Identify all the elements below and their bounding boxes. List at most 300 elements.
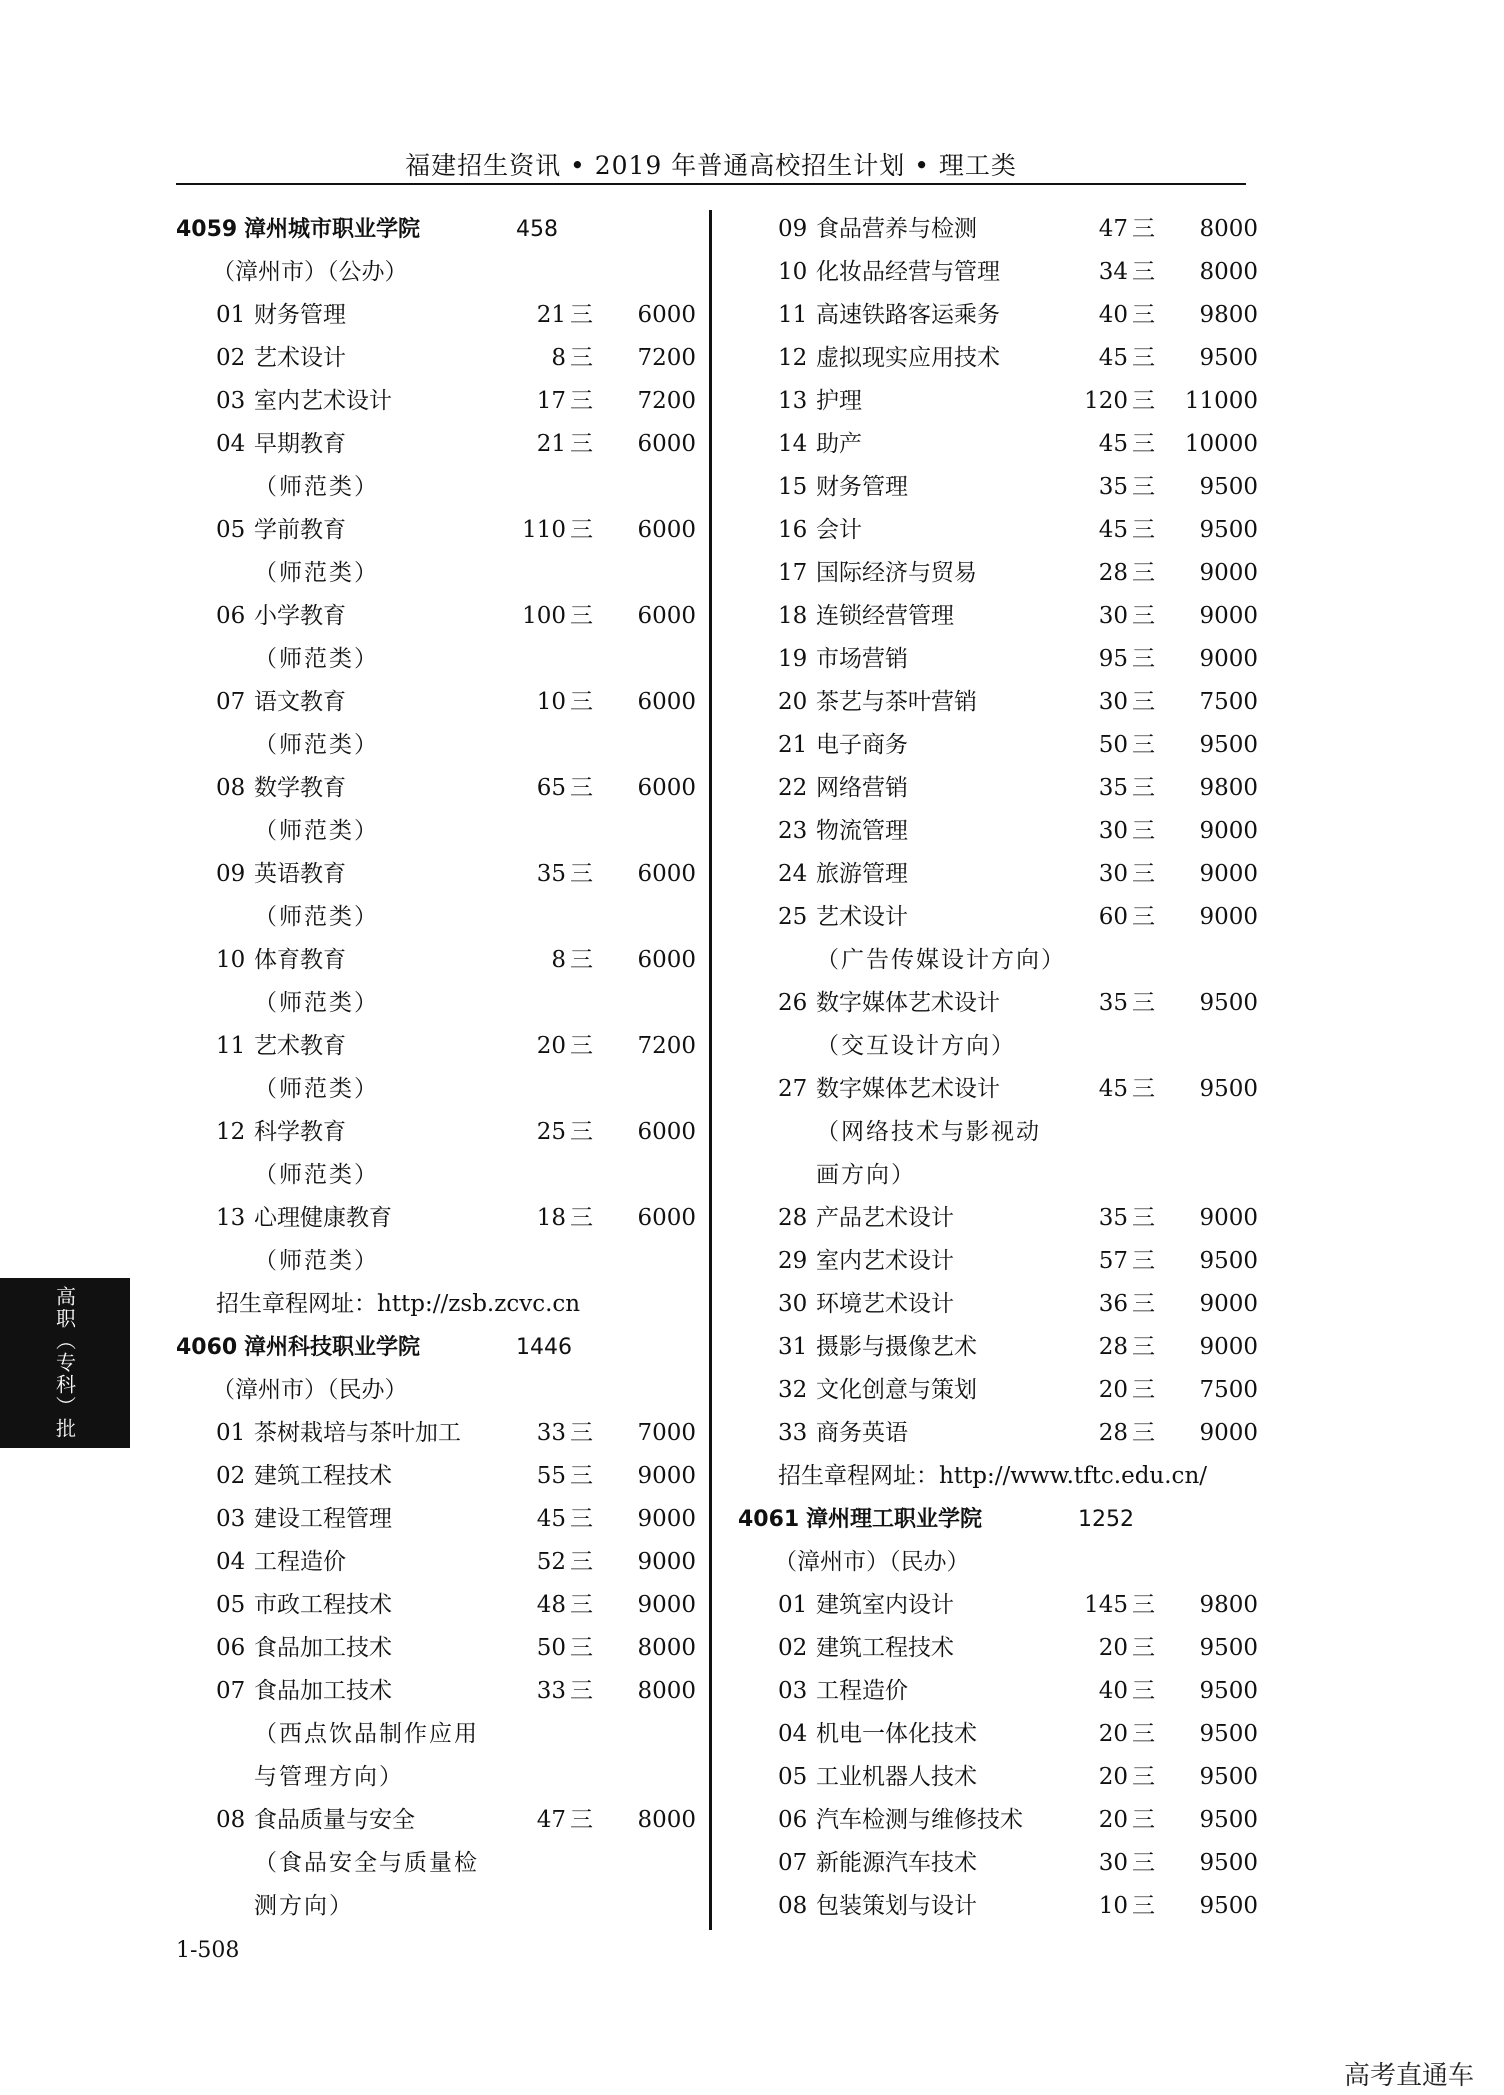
major-plan-count: 20 xyxy=(1098,1764,1128,1790)
school-location-note: （漳州市）（民办） xyxy=(212,1377,408,1403)
major-number: 07 xyxy=(216,689,246,715)
major-tuition: 9800 xyxy=(1199,775,1258,801)
major-name: 新能源汽车技术 xyxy=(816,1850,977,1876)
major-number: 08 xyxy=(216,775,246,801)
major-row xyxy=(738,1283,1258,1326)
major-tuition: 9000 xyxy=(637,1549,696,1575)
major-name: 数字媒体艺术设计 xyxy=(816,1076,1000,1102)
major-plan-count: 65 xyxy=(536,775,566,801)
major-name: 市政工程技术 xyxy=(254,1592,392,1618)
major-duration: 三 xyxy=(1132,603,1155,629)
major-subnote: （师范类） xyxy=(254,646,379,672)
major-tuition: 7500 xyxy=(1199,1377,1258,1403)
side-tab-label: 高职（专科）批 xyxy=(52,1286,77,1440)
major-tuition: 9500 xyxy=(1199,1635,1258,1661)
major-number: 20 xyxy=(778,689,808,715)
major-subnote: （师范类） xyxy=(254,818,379,844)
major-row xyxy=(176,1541,696,1584)
major-number: 09 xyxy=(216,861,246,887)
major-row xyxy=(176,939,696,982)
major-name: 茶树栽培与茶叶加工 xyxy=(254,1420,461,1446)
major-duration: 三 xyxy=(1132,216,1155,242)
major-name: 汽车检测与维修技术 xyxy=(816,1807,1023,1833)
major-row xyxy=(176,1455,696,1498)
major-duration: 三 xyxy=(570,861,593,887)
major-plan-count: 10 xyxy=(536,689,566,715)
major-tuition: 9000 xyxy=(1199,646,1258,672)
major-tuition: 6000 xyxy=(637,603,696,629)
major-row xyxy=(738,681,1258,724)
major-row xyxy=(738,466,1258,509)
school-name: 漳州理工职业学院 xyxy=(806,1507,983,1532)
major-plan-count: 30 xyxy=(1098,818,1128,844)
major-plan-count: 45 xyxy=(1098,1076,1128,1102)
major-plan-count: 45 xyxy=(1098,345,1128,371)
major-number: 24 xyxy=(778,861,808,887)
major-duration: 三 xyxy=(1132,990,1155,1016)
major-duration: 三 xyxy=(1132,1076,1155,1102)
major-duration: 三 xyxy=(570,1506,593,1532)
major-plan-count: 18 xyxy=(536,1205,566,1231)
major-tuition: 9500 xyxy=(1199,732,1258,758)
major-name: 高速铁路客运乘务 xyxy=(816,302,1000,328)
major-name: 产品艺术设计 xyxy=(816,1205,954,1231)
major-duration: 三 xyxy=(1132,818,1155,844)
major-name: 室内艺术设计 xyxy=(254,388,392,414)
major-subnote: （师范类） xyxy=(254,1076,379,1102)
school-heading xyxy=(738,1498,1258,1541)
major-number: 07 xyxy=(778,1850,808,1876)
school-name: 漳州科技职业学院 xyxy=(244,1335,421,1360)
major-number: 03 xyxy=(216,388,246,414)
major-subnote: 测方向） xyxy=(254,1893,354,1919)
major-plan-count: 60 xyxy=(1098,904,1128,930)
major-duration: 三 xyxy=(1132,1721,1155,1747)
major-row xyxy=(738,1670,1258,1713)
major-name: 摄影与摄像艺术 xyxy=(816,1334,977,1360)
major-number: 08 xyxy=(216,1807,246,1833)
major-subnote: （师范类） xyxy=(254,990,379,1016)
major-number: 04 xyxy=(216,1549,246,1575)
major-tuition: 7200 xyxy=(637,388,696,414)
school-code: 4060 xyxy=(176,1335,238,1360)
major-duration: 三 xyxy=(570,431,593,457)
major-duration: 三 xyxy=(1132,1334,1155,1360)
major-name: 建设工程管理 xyxy=(254,1506,392,1532)
major-tuition: 11000 xyxy=(1184,388,1258,414)
major-duration: 三 xyxy=(1132,259,1155,285)
school-code: 4061 xyxy=(738,1507,800,1532)
major-row xyxy=(176,1197,696,1240)
major-plan-count: 20 xyxy=(1098,1807,1128,1833)
major-duration: 三 xyxy=(570,689,593,715)
major-tuition: 10000 xyxy=(1184,431,1258,457)
major-row xyxy=(176,595,696,638)
major-number: 09 xyxy=(778,216,808,242)
major-tuition: 9500 xyxy=(1199,1678,1258,1704)
major-number: 23 xyxy=(778,818,808,844)
major-name: 工程造价 xyxy=(816,1678,908,1704)
major-subnote: （师范类） xyxy=(254,1248,379,1274)
major-number: 10 xyxy=(778,259,808,285)
major-plan-count: 30 xyxy=(1098,1850,1128,1876)
major-tuition: 9000 xyxy=(637,1463,696,1489)
major-tuition: 8000 xyxy=(1199,216,1258,242)
major-duration: 三 xyxy=(1132,517,1155,543)
major-name: 体育教育 xyxy=(254,947,346,973)
major-name: 商务英语 xyxy=(816,1420,908,1446)
major-plan-count: 21 xyxy=(536,302,566,328)
admission-website: 招生章程网址：http://zsb.zcvc.cn xyxy=(216,1291,581,1317)
major-tuition: 9800 xyxy=(1199,1592,1258,1618)
major-plan-count: 33 xyxy=(536,1678,566,1704)
school-location-note: （漳州市）（民办） xyxy=(774,1549,970,1575)
major-duration: 三 xyxy=(1132,1291,1155,1317)
major-tuition: 7200 xyxy=(637,1033,696,1059)
major-tuition: 9500 xyxy=(1199,990,1258,1016)
major-name: 文化创意与策划 xyxy=(816,1377,977,1403)
major-tuition: 9500 xyxy=(1199,345,1258,371)
major-number: 12 xyxy=(778,345,808,371)
major-number: 19 xyxy=(778,646,808,672)
major-name: 会计 xyxy=(816,517,862,543)
major-name: 语文教育 xyxy=(254,689,346,715)
major-plan-count: 35 xyxy=(1098,775,1128,801)
major-row xyxy=(176,380,696,423)
major-tuition: 9000 xyxy=(1199,1291,1258,1317)
major-tuition: 6000 xyxy=(637,689,696,715)
major-number: 01 xyxy=(216,302,246,328)
major-duration: 三 xyxy=(1132,388,1155,414)
major-row xyxy=(176,294,696,337)
major-number: 31 xyxy=(778,1334,808,1360)
major-plan-count: 52 xyxy=(536,1549,566,1575)
header-rule xyxy=(176,183,1246,185)
major-number: 06 xyxy=(216,1635,246,1661)
side-tab xyxy=(0,1278,130,1448)
major-row xyxy=(176,1627,696,1670)
school-total-plan: 458 xyxy=(516,217,558,242)
major-name: 建筑工程技术 xyxy=(254,1463,392,1489)
major-duration: 三 xyxy=(570,1420,593,1446)
major-duration: 三 xyxy=(1132,302,1155,328)
major-number: 21 xyxy=(778,732,808,758)
major-subnote: （交互设计方向） xyxy=(816,1033,1016,1059)
major-tuition: 6000 xyxy=(637,1205,696,1231)
major-duration: 三 xyxy=(570,388,593,414)
major-plan-count: 28 xyxy=(1098,1420,1128,1446)
major-plan-count: 35 xyxy=(1098,990,1128,1016)
major-tuition: 9000 xyxy=(1199,1334,1258,1360)
major-duration: 三 xyxy=(1132,1377,1155,1403)
major-row xyxy=(176,1670,696,1713)
major-plan-count: 21 xyxy=(536,431,566,457)
major-name: 食品加工技术 xyxy=(254,1678,392,1704)
major-number: 13 xyxy=(778,388,808,414)
major-number: 32 xyxy=(778,1377,808,1403)
major-number: 02 xyxy=(216,1463,246,1489)
major-subnote: （食品安全与质量检 xyxy=(254,1850,479,1876)
major-plan-count: 120 xyxy=(1084,388,1128,414)
major-number: 14 xyxy=(778,431,808,457)
major-number: 02 xyxy=(778,1635,808,1661)
major-plan-count: 33 xyxy=(536,1420,566,1446)
major-duration: 三 xyxy=(1132,775,1155,801)
major-name: 科学教育 xyxy=(254,1119,346,1145)
major-plan-count: 28 xyxy=(1098,560,1128,586)
major-row xyxy=(176,1498,696,1541)
major-row xyxy=(738,1713,1258,1756)
major-number: 18 xyxy=(778,603,808,629)
major-row xyxy=(176,423,696,466)
major-number: 22 xyxy=(778,775,808,801)
major-plan-count: 28 xyxy=(1098,1334,1128,1360)
major-tuition: 9500 xyxy=(1199,1850,1258,1876)
major-row xyxy=(738,853,1258,896)
major-tuition: 6000 xyxy=(637,775,696,801)
school-heading xyxy=(176,1326,696,1369)
school-code: 4059 xyxy=(176,217,238,242)
major-duration: 三 xyxy=(1132,1850,1155,1876)
major-tuition: 7000 xyxy=(637,1420,696,1446)
major-name: 助产 xyxy=(816,431,862,457)
major-number: 16 xyxy=(778,517,808,543)
major-name: 早期教育 xyxy=(254,431,346,457)
major-row xyxy=(738,552,1258,595)
major-plan-count: 20 xyxy=(1098,1635,1128,1661)
major-duration: 三 xyxy=(1132,1678,1155,1704)
major-plan-count: 20 xyxy=(536,1033,566,1059)
major-tuition: 8000 xyxy=(637,1635,696,1661)
major-row xyxy=(738,251,1258,294)
major-duration: 三 xyxy=(570,947,593,973)
major-duration: 三 xyxy=(1132,474,1155,500)
major-plan-count: 30 xyxy=(1098,689,1128,715)
major-row xyxy=(176,681,696,724)
major-plan-count: 8 xyxy=(551,947,566,973)
major-plan-count: 100 xyxy=(522,603,566,629)
major-name: 食品加工技术 xyxy=(254,1635,392,1661)
major-duration: 三 xyxy=(1132,646,1155,672)
major-duration: 三 xyxy=(1132,560,1155,586)
major-duration: 三 xyxy=(570,775,593,801)
major-tuition: 9500 xyxy=(1199,1893,1258,1919)
major-name: 英语教育 xyxy=(254,861,346,887)
major-tuition: 9500 xyxy=(1199,1764,1258,1790)
major-duration: 三 xyxy=(1132,1420,1155,1446)
major-row xyxy=(738,1842,1258,1885)
major-name: 包装策划与设计 xyxy=(816,1893,977,1919)
major-subnote: （师范类） xyxy=(254,732,379,758)
major-row xyxy=(738,724,1258,767)
major-number: 11 xyxy=(778,302,808,328)
major-tuition: 9000 xyxy=(1199,1205,1258,1231)
major-name: 连锁经营管理 xyxy=(816,603,954,629)
major-plan-count: 145 xyxy=(1084,1592,1128,1618)
major-tuition: 9800 xyxy=(1199,302,1258,328)
major-row xyxy=(738,1240,1258,1283)
major-row xyxy=(738,294,1258,337)
major-duration: 三 xyxy=(570,1678,593,1704)
major-plan-count: 20 xyxy=(1098,1377,1128,1403)
major-duration: 三 xyxy=(1132,732,1155,758)
major-subnote: （师范类） xyxy=(254,904,379,930)
major-plan-count: 55 xyxy=(536,1463,566,1489)
major-row xyxy=(176,509,696,552)
major-duration: 三 xyxy=(570,1463,593,1489)
page-number: 1-508 xyxy=(176,1938,240,1963)
major-number: 08 xyxy=(778,1893,808,1919)
major-plan-count: 35 xyxy=(1098,1205,1128,1231)
major-name: 工业机器人技术 xyxy=(816,1764,977,1790)
major-plan-count: 10 xyxy=(1098,1893,1128,1919)
major-tuition: 9000 xyxy=(637,1592,696,1618)
major-name: 化妆品经营与管理 xyxy=(816,259,1000,285)
major-name: 小学教育 xyxy=(254,603,346,629)
major-number: 33 xyxy=(778,1420,808,1446)
major-row xyxy=(738,1627,1258,1670)
major-name: 食品营养与检测 xyxy=(816,216,977,242)
major-number: 27 xyxy=(778,1076,808,1102)
major-row xyxy=(738,1584,1258,1627)
major-subnote: （西点饮品制作应用 xyxy=(254,1721,479,1747)
major-duration: 三 xyxy=(570,1807,593,1833)
major-row xyxy=(738,1799,1258,1842)
major-number: 17 xyxy=(778,560,808,586)
major-plan-count: 34 xyxy=(1098,259,1128,285)
major-name: 国际经济与贸易 xyxy=(816,560,977,586)
major-tuition: 9000 xyxy=(1199,818,1258,844)
major-plan-count: 50 xyxy=(536,1635,566,1661)
major-plan-count: 25 xyxy=(536,1119,566,1145)
major-name: 虚拟现实应用技术 xyxy=(816,345,1000,371)
major-tuition: 9500 xyxy=(1199,1721,1258,1747)
major-number: 04 xyxy=(778,1721,808,1747)
major-duration: 三 xyxy=(1132,1764,1155,1790)
major-row xyxy=(738,509,1258,552)
major-row xyxy=(738,1197,1258,1240)
major-duration: 三 xyxy=(570,302,593,328)
major-name: 工程造价 xyxy=(254,1549,346,1575)
major-row xyxy=(738,810,1258,853)
major-plan-count: 30 xyxy=(1098,603,1128,629)
major-number: 30 xyxy=(778,1291,808,1317)
major-plan-count: 35 xyxy=(1098,474,1128,500)
major-name: 建筑工程技术 xyxy=(816,1635,954,1661)
major-row xyxy=(738,208,1258,251)
major-name: 护理 xyxy=(816,388,862,414)
major-plan-count: 57 xyxy=(1098,1248,1128,1274)
major-tuition: 9500 xyxy=(1199,1807,1258,1833)
major-number: 10 xyxy=(216,947,246,973)
major-number: 07 xyxy=(216,1678,246,1704)
major-row xyxy=(738,1885,1258,1928)
major-number: 04 xyxy=(216,431,246,457)
major-tuition: 6000 xyxy=(637,517,696,543)
major-plan-count: 35 xyxy=(536,861,566,887)
major-row xyxy=(738,1068,1258,1111)
major-tuition: 9000 xyxy=(1199,1420,1258,1446)
admission-website: 招生章程网址：http://www.tftc.edu.cn/ xyxy=(778,1463,1208,1489)
major-duration: 三 xyxy=(570,345,593,371)
major-row xyxy=(738,337,1258,380)
major-number: 05 xyxy=(216,1592,246,1618)
major-name: 财务管理 xyxy=(254,302,346,328)
major-number: 06 xyxy=(778,1807,808,1833)
major-tuition: 8000 xyxy=(1199,259,1258,285)
major-row xyxy=(738,595,1258,638)
major-number: 11 xyxy=(216,1033,246,1059)
major-subnote: （师范类） xyxy=(254,1162,379,1188)
major-tuition: 9500 xyxy=(1199,474,1258,500)
major-row xyxy=(176,1111,696,1154)
major-duration: 三 xyxy=(1132,904,1155,930)
major-row xyxy=(738,1412,1258,1455)
major-duration: 三 xyxy=(1132,1807,1155,1833)
major-tuition: 8000 xyxy=(637,1807,696,1833)
major-plan-count: 40 xyxy=(1098,302,1128,328)
major-row xyxy=(738,423,1258,466)
major-duration: 三 xyxy=(1132,689,1155,715)
major-duration: 三 xyxy=(1132,431,1155,457)
major-plan-count: 45 xyxy=(536,1506,566,1532)
major-plan-count: 47 xyxy=(1098,216,1128,242)
major-row xyxy=(176,1584,696,1627)
major-number: 29 xyxy=(778,1248,808,1274)
major-number: 25 xyxy=(778,904,808,930)
major-subnote: 画方向） xyxy=(816,1162,916,1188)
major-tuition: 9000 xyxy=(1199,560,1258,586)
major-number: 26 xyxy=(778,990,808,1016)
major-name: 建筑室内设计 xyxy=(816,1592,954,1618)
major-name: 物流管理 xyxy=(816,818,908,844)
major-subnote: （师范类） xyxy=(254,474,379,500)
major-row xyxy=(176,853,696,896)
major-row xyxy=(176,1799,696,1842)
major-plan-count: 30 xyxy=(1098,861,1128,887)
major-number: 13 xyxy=(216,1205,246,1231)
major-row xyxy=(176,337,696,380)
major-row xyxy=(738,380,1258,423)
major-tuition: 9000 xyxy=(1199,603,1258,629)
major-tuition: 7200 xyxy=(637,345,696,371)
major-plan-count: 40 xyxy=(1098,1678,1128,1704)
major-subnote: （网络技术与影视动 xyxy=(816,1119,1041,1145)
major-row xyxy=(738,767,1258,810)
major-number: 03 xyxy=(778,1678,808,1704)
school-total-plan: 1252 xyxy=(1078,1507,1134,1532)
school-name: 漳州城市职业学院 xyxy=(244,217,421,242)
major-name: 艺术教育 xyxy=(254,1033,346,1059)
major-number: 02 xyxy=(216,345,246,371)
major-number: 05 xyxy=(216,517,246,543)
major-row xyxy=(738,982,1258,1025)
major-row xyxy=(738,638,1258,681)
major-number: 15 xyxy=(778,474,808,500)
major-name: 茶艺与茶叶营销 xyxy=(816,689,977,715)
major-tuition: 6000 xyxy=(637,947,696,973)
school-total-plan: 1446 xyxy=(516,1335,572,1360)
major-subnote: （师范类） xyxy=(254,560,379,586)
major-duration: 三 xyxy=(1132,1592,1155,1618)
watermark: 高考直通车 xyxy=(1343,2061,1474,2091)
major-row xyxy=(176,767,696,810)
major-name: 室内艺术设计 xyxy=(816,1248,954,1274)
major-duration: 三 xyxy=(570,1635,593,1661)
major-name: 学前教育 xyxy=(254,517,346,543)
major-subnote: （广告传媒设计方向） xyxy=(816,947,1066,973)
major-row xyxy=(738,1326,1258,1369)
